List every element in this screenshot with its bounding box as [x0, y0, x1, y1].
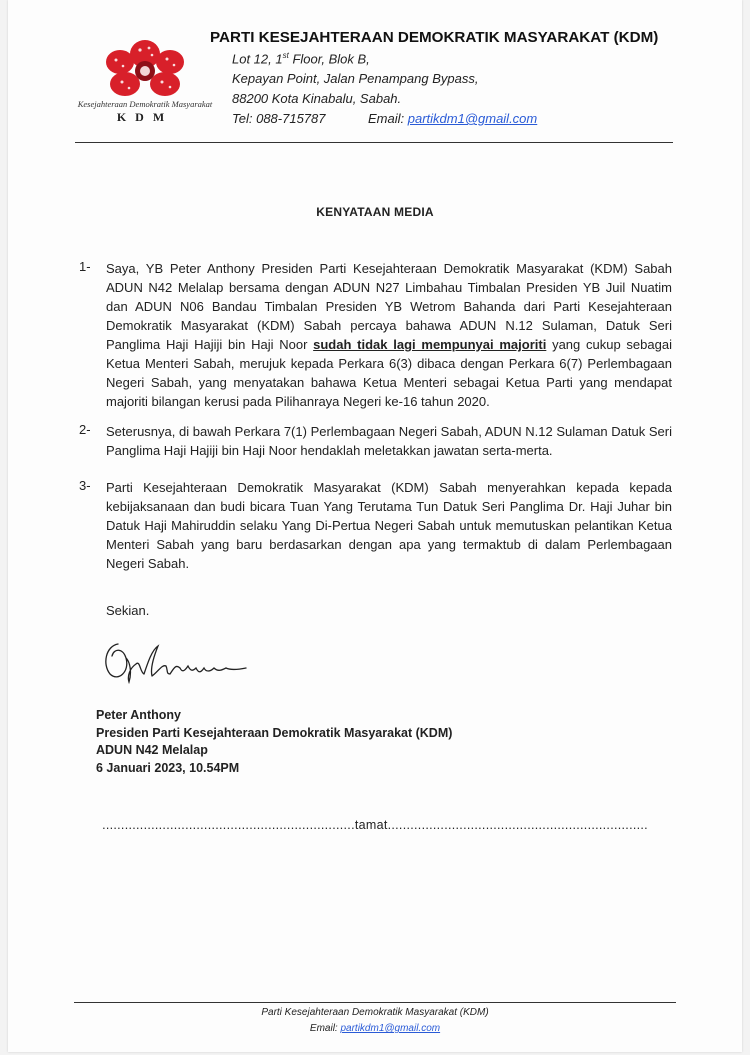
telephone: Tel: 088-715787 — [232, 111, 326, 126]
header-email: Email: partikdm1@gmail.com — [368, 111, 538, 126]
address-line-1: Lot 12, 1st Floor, Blok B, — [232, 51, 370, 67]
logo-tagline: Kesejahteraan Demokratik Masyarakat — [77, 99, 213, 109]
letterhead-party-name: PARTI KESEJAHTERAAN DEMOKRATIK MASYARAKAT (KDM) — [210, 29, 659, 46]
header-email-link[interactable]: partikdm1@gmail.com — [407, 111, 538, 126]
point-1-text: Saya, YB Peter Anthony Presiden Parti Kesejahteraan Demokratik Masyarakat (KDM) Sabah ADUN N42 Melalap bersama dengan ADUN N27 Limbahau Timbalan Presiden YB Juil Nuatim dan ADUN N06 Bandau Timbalan Presiden YB Wetrom Bahanda dari Parti Kesejahteraan Demokratik Masyarakat (KDM) Sabah percaya bahawa ADUN N.12 Sulaman, Datuk Seri Panglima Haji Hajiji bin Haji Noor sudah tidak lagi mempunyai majoriti yang cukup sebagai Ketua Menteri Sabah, merujuk kepada Perkara 6(3) dibaca dengan Perkara 6(7) Perlembagaan Negeri Sabah, yang menyatakan bahawa Ketua Menteri sebagai Ketua Parti yang mendapat majoriti bilangan kerusi pada Pilihanraya Negeri ke-16 tahun 2020. — [106, 261, 672, 409]
point-1-number: 1- — [79, 259, 91, 274]
signatory-position: Presiden Parti Kesejahteraan Demokratik Masyarakat (KDM) — [96, 725, 453, 740]
footer-party-name: Parti Kesejahteraan Demokratik Masyarakat (KDM) — [261, 1007, 489, 1018]
point-2-text: Seterusnya, di bawah Perkara 7(1) Perlembagaan Negeri Sabah, ADUN N.12 Sulaman Datuk Seri Panglima Haji Hajiji bin Haji Noor hendaklah meletakkan jawatan serta-merta. — [106, 424, 672, 458]
signatory-block — [96, 707, 452, 777]
point-2-number: 2- — [79, 422, 91, 437]
footer-email-link[interactable]: partikdm1@gmail.com — [340, 1023, 441, 1034]
address-line-3: 88200 Kota Kinabalu, Sabah. — [232, 91, 402, 106]
handwritten-signature — [96, 632, 266, 690]
footer-divider — [74, 1002, 676, 1003]
address-line-2: Kepayan Point, Jalan Penampang Bypass, — [232, 71, 479, 86]
signatory-name: Peter Anthony — [96, 708, 181, 722]
statement-date: 6 Januari 2023, 10.54PM — [96, 760, 240, 775]
point-1-emphasis: sudah tidak lagi mempunyai majoriti — [313, 337, 547, 352]
document-title: KENYATAAN MEDIA — [316, 205, 434, 219]
point-3-text: Parti Kesejahteraan Demokratik Masyarakat (KDM) Sabah menyerahkan kepada kepada kebijaksanaan dan budi bicara Tuan Yang Terutama Tun Datuk Seri Panglima Dr. Haji Juhar bin Datuk Haji Mahiruddin selaku Yang Di-Pertua Negeri Sabah untuk memutuskan pelantikan Ketua Menteri Sabah yang baru berdasarkan dengan apa yang termaktub di dalam Perlembagaan Negeri Sabah. — [106, 480, 672, 571]
header-divider — [75, 142, 673, 143]
closing-text: Sekian. — [106, 603, 150, 618]
footer-email: Email: partikdm1@gmail.com — [309, 1023, 441, 1034]
signatory-constituency: ADUN N42 Melalap — [96, 743, 208, 757]
end-marker: ...................................................................tamat..................................................................... — [102, 818, 648, 832]
logo-letters: KDM — [116, 110, 174, 124]
point-3-number: 3- — [79, 478, 91, 493]
